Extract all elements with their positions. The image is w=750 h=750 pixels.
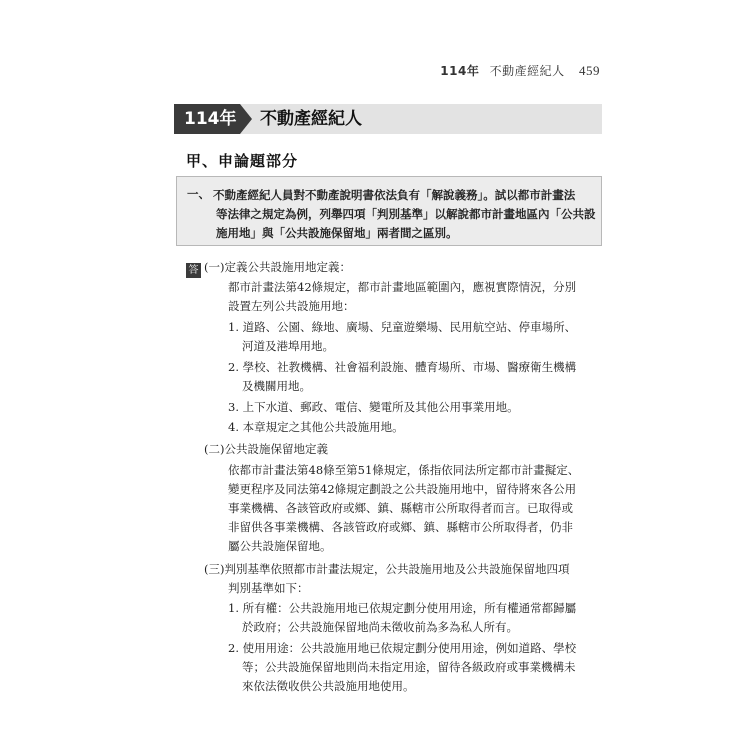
part3-list-item: 2. 使用用途：公共設施用地已依規定劃分使用用途，例如道路、學校 [228,641,577,655]
answer-part2-heading: (二)公共設施保留地定義 [204,442,328,456]
question-line: 等法律之規定為例，列舉四項「判別基準」以解說都市計畫地區內「公共設 [216,207,596,221]
chapter-year-tab: 114年 [174,104,240,134]
chapter-banner [174,104,602,134]
part3-list-item: 1. 所有權：公共設施用地已依規定劃分使用用途，所有權通常都歸屬 [228,601,577,615]
question-line: 施用地」與「公共設施保留地」兩者間之區別。 [216,226,458,240]
answer-part3-heading: (三)判別基準依照都市計畫法規定，公共設施用地及公共設施保留地四項 [204,562,570,576]
part3-list-item-cont: 於政府；公共設施保留地尚未徵收前為多為私人所有。 [242,620,518,634]
part3-heading-cont: 判別基準如下： [228,581,309,595]
part3-list-item-cont: 來依法徵收供公共設施用地使用。 [242,679,415,693]
part1-list-item: 2. 學校、社教機構、社會福利設施、體育場所、市場、醫療衛生機構 [228,360,577,374]
part1-list-item: 1. 道路、公園、綠地、廣場、兒童遊樂場、民用航空站、停車場所、 [228,320,577,334]
page-number: 459 [579,63,600,78]
part2-body-line: 屬公共設施保留地。 [228,539,332,553]
chapter-title: 不動產經紀人 [260,109,362,129]
part2-body-line: 事業機構、各該管政府或鄉、鎮、縣轄市公所取得者而言。已取得或 [228,501,573,515]
answer-part1-heading [186,258,351,276]
running-head-title: 不動產經紀人 [489,64,565,78]
part1-intro-line: 設置左列公共設施用地： [228,299,355,313]
part3-list-item-cont: 等；公共設施保留地則尚未指定用途，留待各級政府或事業機構未 [242,660,576,674]
question-number: 一、 [187,187,210,201]
running-head [440,62,600,79]
running-head-year: 114年 [440,64,480,78]
part2-body-line: 非留供各事業機構、各該管政府或鄉、鎮、縣轄市公所取得者，仍非 [228,520,573,534]
part1-list-item: 4. 本章規定之其他公共設施用地。 [228,420,404,434]
section-heading: 甲、申論題部分 [186,152,299,170]
question-box [176,176,602,246]
part1-list-item: 3. 上下水道、郵政、電信、變電所及其他公用事業用地。 [228,400,519,414]
question-line: 不動產經紀人員對不動產說明書依法負有「解說義務」。試以都市計畫法 [213,188,576,202]
part1-heading-text: (一)定義公共設施用地定義： [204,260,351,274]
part1-intro-line: 都市計畫法第42條規定，都市計畫地區範圍內，應視實際情況，分別 [228,280,577,294]
question-text [213,186,596,243]
part2-body-line: 依都市計畫法第48條至第51條規定，係指依同法所定都市計畫擬定、 [228,463,580,477]
part2-body-line: 變更程序及同法第42條規定劃設之公共設施用地中，留待將來各公用 [228,482,577,496]
part1-list-item-cont: 及機關用地。 [242,379,311,393]
part1-list-item-cont: 河道及港埠用地。 [242,339,334,353]
answer-badge: 答 [186,263,201,278]
